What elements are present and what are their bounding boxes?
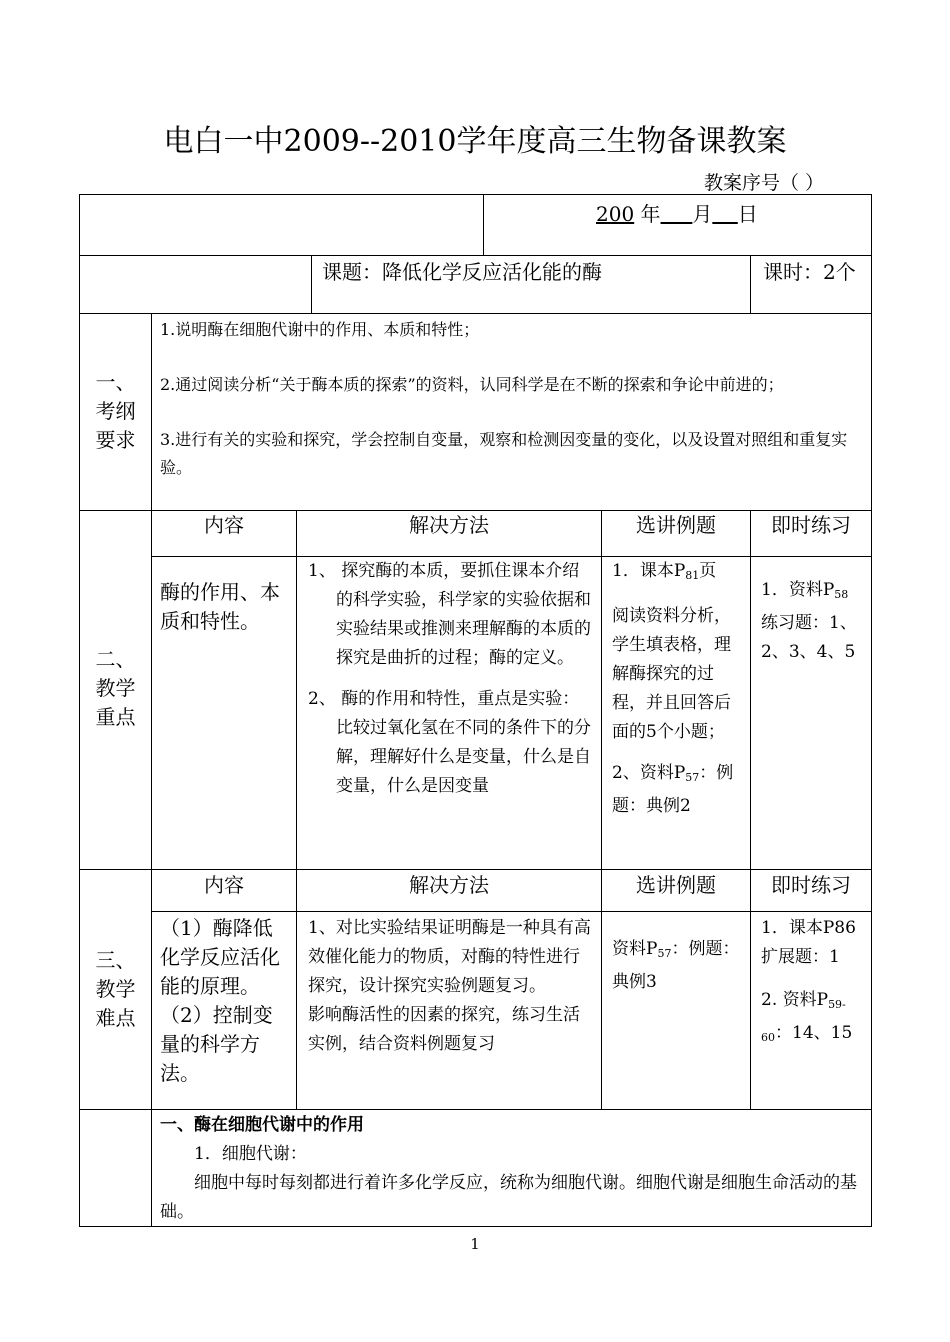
header-practice: 即时练习	[771, 513, 851, 537]
section4-subheading: 1．细胞代谢：	[194, 1144, 307, 1164]
class-hours: 课时：2个	[763, 260, 856, 284]
section4-heading: 一、酶在细胞代谢中的作用	[160, 1115, 364, 1135]
syllabus-item: 2.通过阅读分析“关于酶本质的探索”的资料，认同科学是在不断的探索和争论中前进的；	[160, 375, 784, 394]
section2-label: 二、 教学 重点	[95, 647, 136, 729]
syllabus-item: 1.说明酶在细胞代谢中的作用、本质和特性；	[160, 320, 480, 339]
header-example: 选讲例题	[636, 513, 716, 537]
section4-paragraph: 细胞中每时每刻都进行着许多化学反应，统称为细胞代谢。细胞代谢是细胞生命活动的基础。	[160, 1173, 857, 1222]
section2-examples: 1．课本$P_{81}$页 阅读资料分析，学生填表格，理解酶探究的过程，并且回答后面的5个小题； 2、资料$P_{57}$：例题：典例2	[612, 561, 734, 816]
section3-content: （1）酶降低化学反应活化能的原理。（2）控制变量的科学方法。	[160, 916, 280, 1085]
date-year: 年	[640, 202, 661, 226]
lesson-serial: 教案序号（ ）	[704, 172, 825, 194]
section2-practice: 1．资料$P_{58}$练习题：1、2、3、4、5	[761, 580, 857, 662]
header-content: 内容	[204, 513, 244, 537]
header-example: 选讲例题	[636, 873, 716, 897]
header-method: 解决方法	[409, 513, 489, 537]
header-practice: 即时练习	[771, 873, 851, 897]
topic-label: 课题：降低化学反应活化能的酶	[322, 260, 602, 284]
syllabus-item: 3.进行有关的实验和探究，学会控制自变量，观察和检测因变量的变化，以及设置对照组和重复实验。	[160, 430, 848, 477]
date-line	[596, 200, 758, 229]
document-title: 电白一中2009--2010学年度高三生物备课教案	[163, 124, 787, 159]
date-year-prefix: 200	[596, 202, 635, 226]
section3-example: 资料$P_{57}$：例题：典例3	[612, 939, 740, 992]
section1-label: 一、 考纲 要求	[95, 370, 136, 452]
section2-methods: 1、 探究酶的本质，要抓住课本介绍的科学实验，科学家的实验依据和实验结果或推测来理解酶的本质的探究是曲折的过程；酶的定义。 2、 酶的作用和特性，重点是实验：比较过氧化氢在不同的条件下的分解，理解好什么是变量，什么是自变量，什么是因变量	[308, 561, 591, 796]
page-number: 1	[470, 1235, 480, 1253]
section2-content: 酶的作用、本质和特性。	[160, 580, 280, 633]
section3-practice: 1．课本P86扩展题：1 2. 资料$P_{59-60}$：14、15	[761, 918, 856, 1044]
section1-items	[160, 316, 864, 482]
header-method: 解决方法	[409, 873, 489, 897]
section3-label: 三、 教学 难点	[95, 948, 136, 1030]
section3-methods: 1、对比实验结果证明酶是一种具有高效催化能力的物质，对酶的特性进行探究，设计探究实验例题复习。 影响酶活性的因素的探究，练习生活实例，结合资料例题复习	[308, 918, 591, 1054]
date-month: 月	[692, 202, 713, 226]
date-day: 日	[737, 202, 758, 226]
section4-body	[160, 1111, 864, 1227]
header-content: 内容	[204, 873, 244, 897]
